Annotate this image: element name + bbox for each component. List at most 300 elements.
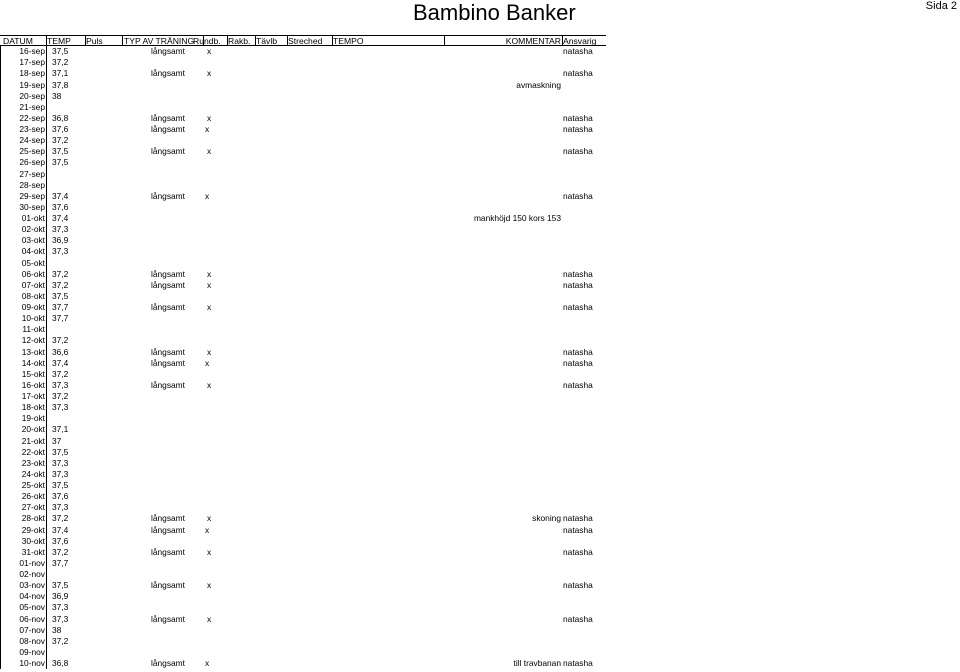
cell-typ: långsamt (151, 68, 185, 79)
cell-datum: 27-okt (0, 502, 47, 513)
cell-rundb: x (205, 524, 210, 535)
cell-ansvarig: natasha (563, 546, 593, 557)
cell-rundb (207, 135, 227, 146)
cell-ansvarig: natasha (563, 513, 593, 524)
cell-datum: 24-okt (0, 469, 47, 480)
table-row (0, 46, 606, 57)
cell-ansvarig (563, 502, 605, 513)
cell-ansvarig: natasha (563, 346, 593, 357)
cell-ansvarig: natasha (563, 658, 593, 668)
cell-datum: 22-okt (0, 447, 47, 458)
table-row (0, 558, 606, 569)
cell-rundb (205, 291, 225, 302)
cell-ansvarig (563, 213, 605, 224)
table-row (0, 469, 606, 480)
cell-typ: långsamt (151, 546, 185, 557)
cell-typ: långsamt (151, 658, 185, 668)
cell-typ: långsamt (151, 46, 185, 57)
cell-temp: 36,8 (52, 112, 69, 123)
header-typ: TYP AV TRÄNING (124, 36, 204, 45)
cell-temp: 37,3 (52, 457, 69, 468)
cell-rundb: x (207, 112, 212, 123)
cell-typ: långsamt (151, 146, 185, 157)
cell-ansvarig (563, 369, 605, 380)
cell-ansvarig: natasha (563, 279, 593, 290)
cell-temp: 37,1 (52, 68, 69, 79)
cell-temp: 37,2 (52, 57, 69, 68)
cell-typ (120, 458, 216, 469)
cell-typ (120, 447, 216, 458)
cell-kommentar (440, 335, 561, 346)
cell-datum: 30-sep (0, 202, 47, 213)
cell-rundb (207, 602, 227, 613)
table-row (0, 602, 606, 613)
table-row (0, 347, 606, 358)
cell-temp: 37,6 (52, 491, 69, 502)
cell-kommentar (440, 447, 561, 458)
cell-datum: 26-okt (0, 491, 47, 502)
cell-typ (120, 491, 216, 502)
cell-datum: 30-okt (0, 536, 47, 547)
cell-rundb (207, 213, 227, 224)
cell-datum: 04-okt (0, 246, 47, 257)
cell-rundb (205, 258, 225, 269)
cell-temp: 37,3 (52, 246, 69, 257)
cell-temp: 37 (52, 435, 62, 446)
cell-rundb: x (207, 613, 212, 624)
cell-temp (52, 324, 92, 335)
cell-rundb: x (207, 68, 212, 79)
cell-typ (120, 625, 216, 636)
table-row (0, 169, 606, 180)
table-row (0, 269, 606, 280)
cell-datum: 19-okt (0, 413, 47, 424)
cell-datum: 26-sep (0, 157, 47, 168)
cell-ansvarig (563, 246, 605, 257)
cell-kommentar (440, 436, 561, 447)
cell-kommentar (440, 558, 561, 569)
cell-rundb (205, 591, 225, 602)
cell-ansvarig (563, 291, 605, 302)
cell-temp: 36,9 (52, 235, 69, 246)
cell-typ (120, 436, 216, 447)
cell-kommentar (440, 480, 561, 491)
cell-typ (120, 135, 216, 146)
cell-typ (120, 246, 216, 257)
cell-temp: 37,5 (52, 480, 69, 490)
cell-ansvarig: natasha (563, 580, 593, 591)
cell-ansvarig (563, 157, 605, 168)
cell-datum: 31-okt (0, 547, 47, 558)
cell-temp: 37,3 (52, 613, 69, 624)
cell-ansvarig (563, 647, 605, 658)
cell-temp: 37,6 (52, 535, 69, 546)
table-row (0, 424, 606, 435)
cell-temp: 38 (52, 90, 62, 101)
cell-rundb (207, 202, 227, 213)
cell-ansvarig (563, 180, 605, 191)
cell-rundb (205, 558, 225, 569)
cell-rundb (207, 536, 227, 547)
cell-rundb (207, 502, 227, 513)
cell-kommentar (440, 157, 561, 168)
cell-datum: 03-nov (0, 580, 47, 591)
cell-typ: långsamt (151, 379, 185, 390)
cell-ansvarig (563, 91, 605, 102)
cell-kommentar (440, 135, 561, 146)
header-tempo: TEMPO (333, 36, 445, 45)
cell-kommentar (440, 625, 561, 636)
cell-datum: 01-nov (0, 558, 47, 569)
cell-ansvarig (563, 80, 605, 91)
cell-kommentar (440, 202, 561, 213)
cell-ansvarig (563, 135, 605, 146)
cell-ansvarig: natasha (563, 68, 593, 79)
cell-kommentar: skoning (532, 513, 561, 524)
cell-datum: 25-okt (0, 480, 47, 491)
header-rakb: Rakb. (228, 36, 256, 45)
table-header-row (0, 35, 606, 46)
table-row (0, 536, 606, 547)
cell-typ (120, 213, 216, 224)
cell-typ (120, 80, 216, 91)
cell-rundb (207, 480, 227, 491)
cell-ansvarig: natasha (563, 613, 593, 624)
cell-rundb (205, 458, 225, 469)
cell-datum: 10-nov (0, 658, 47, 669)
table-row (0, 391, 606, 402)
cell-ansvarig: natasha (563, 124, 593, 134)
cell-ansvarig (563, 558, 605, 569)
cell-kommentar (440, 402, 561, 413)
cell-rundb (205, 91, 225, 102)
table-row (0, 202, 606, 213)
cell-temp: 37,8 (52, 79, 69, 90)
cell-typ (120, 57, 216, 68)
header-ansvarig: Ansvarig (563, 36, 597, 46)
cell-datum: 17-okt (0, 391, 47, 402)
cell-typ (120, 102, 216, 113)
cell-kommentar (440, 68, 561, 79)
cell-datum: 02-okt (0, 224, 47, 235)
cell-ansvarig (563, 625, 605, 636)
cell-ansvarig (563, 169, 605, 180)
cell-typ (120, 480, 216, 491)
cell-ansvarig: natasha (563, 112, 593, 123)
cell-temp: 38 (52, 624, 62, 635)
cell-ansvarig (563, 424, 605, 435)
cell-rundb: x (207, 513, 212, 524)
cell-rundb (207, 169, 227, 180)
cell-rundb (207, 436, 227, 447)
cell-rundb (207, 335, 227, 346)
cell-rundb: x (205, 190, 210, 201)
header-datum: DATUM (0, 36, 47, 45)
cell-ansvarig (563, 491, 605, 502)
table-row (0, 280, 606, 291)
cell-typ (120, 202, 216, 213)
cell-kommentar (440, 57, 561, 68)
cell-typ (120, 169, 216, 180)
cell-kommentar (440, 502, 561, 513)
cell-datum: 13-okt (0, 347, 47, 358)
cell-rundb (207, 102, 227, 113)
cell-typ: långsamt (151, 190, 185, 201)
table-row (0, 614, 606, 625)
table-row (0, 180, 606, 191)
cell-rundb (207, 569, 227, 580)
cell-rundb (205, 57, 225, 68)
cell-ansvarig (563, 469, 605, 480)
training-log-table (0, 35, 606, 669)
cell-datum: 10-okt (0, 313, 47, 324)
table-row (0, 80, 606, 91)
cell-ansvarig: natasha (563, 357, 593, 368)
cell-kommentar (440, 647, 561, 658)
cell-temp: 37,3 (52, 502, 69, 513)
cell-ansvarig (563, 480, 605, 491)
page-title: Bambino Banker (413, 0, 576, 25)
cell-ansvarig: natasha (563, 524, 593, 535)
cell-kommentar (440, 358, 561, 369)
cell-ansvarig (563, 324, 605, 335)
table-row (0, 480, 606, 491)
cell-rundb: x (207, 146, 212, 157)
cell-typ: långsamt (151, 302, 185, 312)
cell-kommentar (440, 191, 561, 202)
cell-datum: 07-okt (0, 280, 47, 291)
cell-ansvarig (563, 447, 605, 458)
header-temp: TEMP (47, 36, 86, 45)
cell-rundb (207, 636, 227, 647)
cell-kommentar (440, 224, 561, 235)
cell-rundb (207, 180, 227, 191)
cell-kommentar: mankhöjd 150 kors 153 (473, 213, 561, 223)
cell-temp: 37,2 (52, 513, 69, 524)
table-row (0, 113, 606, 124)
cell-kommentar (440, 313, 561, 324)
cell-kommentar (440, 347, 561, 358)
cell-temp: 37,5 (52, 157, 69, 168)
cell-typ (120, 91, 216, 102)
cell-temp: 37,6 (52, 124, 69, 134)
cell-kommentar (440, 246, 561, 257)
table-row (0, 502, 606, 513)
cell-temp: 37,4 (52, 524, 69, 535)
cell-temp: 37,3 (52, 468, 69, 479)
cell-kommentar (440, 324, 561, 335)
cell-datum: 21-okt (0, 436, 47, 447)
cell-temp: 37,5 (52, 46, 69, 57)
cell-kommentar (440, 235, 561, 246)
cell-ansvarig (563, 224, 605, 235)
cell-kommentar (440, 469, 561, 480)
cell-temp: 37,7 (52, 557, 69, 568)
cell-rundb (207, 235, 227, 246)
cell-kommentar: avmaskning (516, 79, 561, 90)
table-row (0, 68, 606, 79)
cell-rundb (207, 447, 227, 458)
cell-datum: 28-sep (0, 180, 47, 191)
cell-datum: 20-sep (0, 91, 47, 102)
table-row (0, 213, 606, 224)
cell-datum: 23-sep (0, 124, 47, 135)
cell-typ (120, 602, 216, 613)
cell-temp (52, 180, 92, 191)
cell-temp (52, 413, 92, 424)
cell-ansvarig (563, 591, 605, 602)
table-row (0, 313, 606, 324)
cell-temp: 37,7 (52, 313, 69, 324)
cell-ansvarig (563, 391, 605, 402)
cell-kommentar (440, 102, 561, 113)
cell-temp: 37,2 (52, 635, 69, 646)
cell-typ: långsamt (151, 524, 185, 535)
cell-temp: 36,9 (52, 591, 69, 602)
cell-rundb (205, 424, 225, 435)
table-row (0, 324, 606, 335)
table-row (0, 157, 606, 168)
cell-datum: 03-okt (0, 235, 47, 246)
cell-kommentar (440, 91, 561, 102)
cell-rundb (205, 391, 225, 402)
table-body (0, 46, 606, 669)
cell-datum: 28-okt (0, 513, 47, 524)
cell-rundb (207, 369, 227, 380)
table-row (0, 291, 606, 302)
cell-kommentar (440, 113, 561, 124)
cell-typ (120, 569, 216, 580)
cell-datum: 01-okt (0, 213, 47, 224)
cell-kommentar (440, 547, 561, 558)
cell-ansvarig (563, 458, 605, 469)
cell-temp: 37,5 (52, 580, 69, 591)
cell-ansvarig (563, 436, 605, 447)
table-row (0, 636, 606, 647)
cell-temp: 37,3 (52, 379, 69, 390)
cell-temp: 37,1 (52, 424, 69, 435)
cell-datum: 24-sep (0, 135, 47, 146)
cell-typ (120, 157, 216, 168)
cell-temp (52, 258, 92, 269)
cell-datum: 20-okt (0, 424, 47, 435)
cell-ansvarig (563, 102, 605, 113)
table-row (0, 302, 606, 313)
cell-datum: 14-okt (0, 358, 47, 369)
cell-typ (120, 424, 216, 435)
cell-typ (120, 369, 216, 380)
cell-temp (52, 647, 92, 658)
table-row (0, 102, 606, 113)
cell-datum: 18-okt (0, 402, 47, 413)
cell-datum: 07-nov (0, 625, 47, 636)
cell-typ: långsamt (151, 357, 185, 368)
cell-kommentar (440, 424, 561, 435)
cell-rundb: x (207, 546, 212, 557)
cell-typ: långsamt (151, 124, 185, 134)
cell-kommentar (440, 525, 561, 536)
cell-kommentar (440, 280, 561, 291)
table-row (0, 380, 606, 391)
cell-rundb: x (207, 379, 212, 390)
cell-datum: 27-sep (0, 169, 47, 180)
table-row (0, 224, 606, 235)
cell-temp: 37,5 (52, 146, 69, 157)
table-row (0, 91, 606, 102)
table-row (0, 146, 606, 157)
cell-ansvarig: natasha (563, 268, 593, 279)
table-row (0, 124, 606, 135)
cell-temp: 37,2 (52, 135, 69, 146)
cell-kommentar (440, 180, 561, 191)
header-kommentar: KOMMENTAR (445, 36, 563, 45)
table-row (0, 369, 606, 380)
cell-kommentar (440, 491, 561, 502)
cell-kommentar (440, 602, 561, 613)
cell-rundb (205, 224, 225, 235)
cell-rundb (207, 246, 227, 257)
cell-temp: 37,3 (52, 224, 69, 235)
cell-typ (120, 258, 216, 269)
cell-datum: 04-nov (0, 591, 47, 602)
cell-temp: 37,5 (52, 446, 69, 457)
cell-ansvarig (563, 57, 605, 68)
header-tavlb: Tävlb (256, 36, 288, 45)
header-streched: Streched (288, 36, 333, 45)
table-row (0, 547, 606, 558)
cell-ansvarig (563, 258, 605, 269)
cell-temp: 37,4 (52, 190, 69, 201)
cell-temp: 37,2 (52, 268, 69, 279)
cell-datum: 09-nov (0, 647, 47, 658)
cell-temp: 37,4 (52, 213, 69, 223)
cell-rundb: x (207, 346, 212, 357)
header-puls: Puls (86, 36, 123, 45)
table-row (0, 436, 606, 447)
cell-kommentar (440, 46, 561, 57)
cell-ansvarig: natasha (563, 379, 593, 390)
cell-datum: 22-sep (0, 113, 47, 124)
cell-typ (120, 324, 216, 335)
cell-datum: 29-sep (0, 191, 47, 202)
table-row (0, 458, 606, 469)
cell-rundb (207, 647, 227, 658)
cell-typ (120, 224, 216, 235)
cell-datum: 05-nov (0, 602, 47, 613)
cell-ansvarig (563, 313, 605, 324)
cell-typ (120, 647, 216, 658)
cell-datum: 05-okt (0, 258, 47, 269)
table-row (0, 580, 606, 591)
cell-rundb (205, 491, 225, 502)
cell-temp: 37,2 (52, 279, 69, 290)
cell-ansvarig (563, 402, 605, 413)
cell-typ (120, 291, 216, 302)
cell-typ: långsamt (151, 513, 185, 524)
table-row (0, 402, 606, 413)
cell-typ (120, 636, 216, 647)
cell-kommentar (440, 291, 561, 302)
cell-temp: 37,2 (52, 546, 69, 557)
cell-temp: 37,3 (52, 402, 69, 413)
cell-rundb (205, 157, 225, 168)
cell-ansvarig: natasha (563, 146, 593, 157)
cell-typ (120, 180, 216, 191)
cell-datum: 06-okt (0, 269, 47, 280)
cell-ansvarig (563, 235, 605, 246)
cell-kommentar (440, 569, 561, 580)
cell-typ (120, 313, 216, 324)
